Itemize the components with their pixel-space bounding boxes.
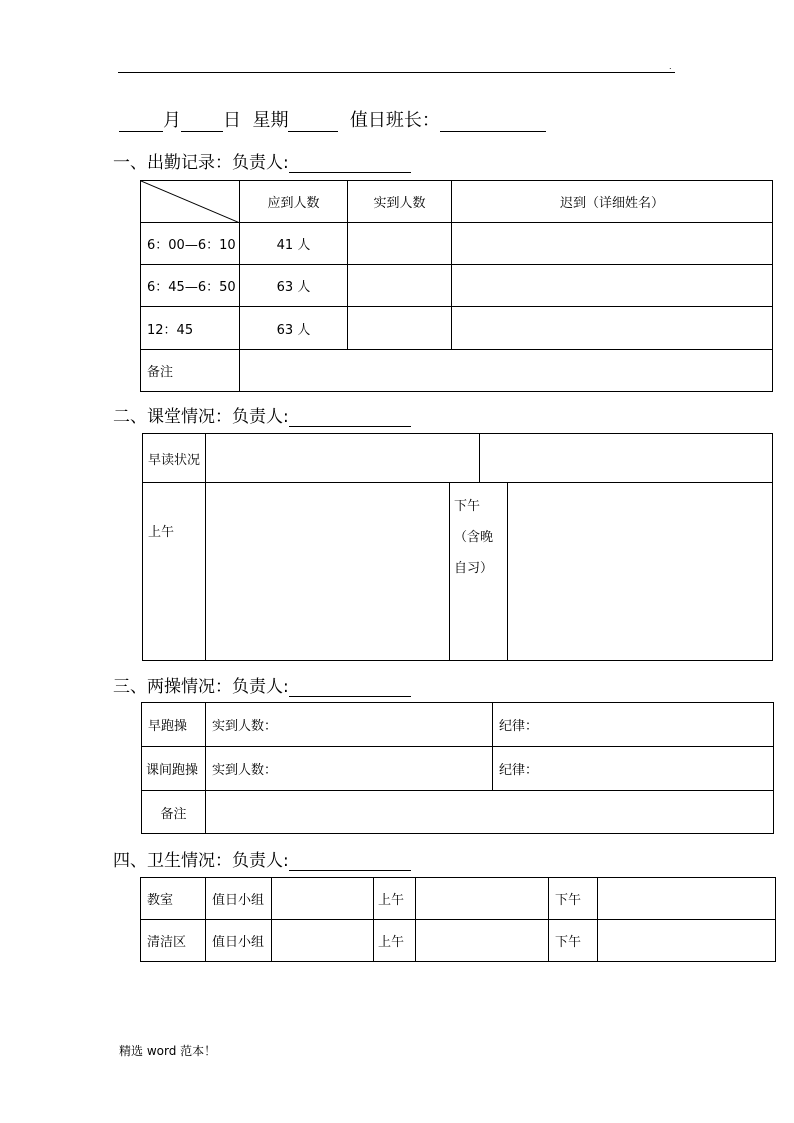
month-blank[interactable] (119, 113, 163, 132)
section1-title (113, 148, 411, 173)
expected-cell: 41 人 (240, 223, 348, 265)
afternoon-line-1: 下午 (454, 499, 481, 514)
time-cell: 6：45—6：50 (141, 265, 240, 307)
hygiene-table (140, 877, 776, 962)
classroom-table (142, 433, 773, 661)
section3-signature-blank[interactable] (289, 678, 411, 697)
section1-title-text: 一、出勤记录：负责人: (113, 153, 289, 173)
group-input[interactable] (272, 920, 374, 962)
am-label: 上午 (374, 878, 416, 920)
am-label: 上午 (374, 920, 416, 962)
table-row (141, 920, 776, 962)
diagonal-header-cell (141, 181, 240, 223)
afternoon-line-2: （含晚 (454, 530, 494, 545)
table-row (141, 223, 773, 265)
morning-reading-label: 早读状况 (143, 434, 206, 483)
table-row (141, 265, 773, 307)
expected-cell: 63 人 (240, 265, 348, 307)
actual-input-cell[interactable] (348, 223, 452, 265)
section3-title-text: 三、两操情况：负责人: (113, 677, 289, 697)
diagonal-line (141, 181, 240, 223)
afternoon-line-3: 自习） (454, 561, 494, 576)
actual-count-cell[interactable]: 实到人数： (206, 703, 493, 747)
exercise-table (141, 702, 774, 834)
morning-label (143, 483, 206, 661)
section1-signature-blank[interactable] (289, 154, 411, 173)
note-label: 备注 (141, 350, 240, 392)
afternoon-label (450, 483, 508, 661)
note-input-cell[interactable] (206, 791, 774, 834)
monitor-label: 值日班长： (349, 110, 440, 131)
month-label: 月 (163, 110, 181, 131)
group-label: 值日小组 (206, 920, 272, 962)
exercise-label: 早跑操 (142, 703, 206, 747)
header-rule (118, 72, 675, 73)
section2-title (113, 402, 411, 427)
morning-reading-input-2[interactable] (480, 434, 773, 483)
weekday-label: 星期 (252, 110, 289, 131)
discipline-cell[interactable]: 纪律： (493, 747, 774, 791)
morning-reading-input-1[interactable] (206, 434, 480, 483)
day-blank[interactable] (181, 113, 223, 132)
section4-signature-blank[interactable] (289, 852, 411, 871)
discipline-cell[interactable]: 纪律： (493, 703, 774, 747)
footer-note: 精选 word 范本！ (119, 1044, 217, 1058)
monitor-blank[interactable] (440, 113, 546, 132)
note-input-cell[interactable] (240, 350, 773, 392)
attendance-table (140, 180, 773, 392)
col-late: 迟到（详细姓名） (452, 181, 773, 223)
pm-label: 下午 (549, 920, 598, 962)
table-row (141, 878, 776, 920)
afternoon-input[interactable] (508, 483, 773, 661)
table-row (142, 703, 774, 747)
area-label: 教室 (141, 878, 206, 920)
pm-input[interactable] (598, 920, 776, 962)
time-cell: 6：00—6：10 (141, 223, 240, 265)
date-line (119, 106, 546, 132)
day-label: 日 (223, 110, 241, 131)
section3-title (113, 672, 411, 697)
morning-input[interactable] (206, 483, 450, 661)
expected-cell: 63 人 (240, 307, 348, 350)
morning-label-text: 上午 (148, 525, 175, 540)
am-input[interactable] (416, 920, 549, 962)
table-row (141, 307, 773, 350)
section2-signature-blank[interactable] (289, 408, 411, 427)
actual-count-cell[interactable]: 实到人数： (206, 747, 493, 791)
time-cell: 12：45 (141, 307, 240, 350)
note-label: 备注 (142, 791, 206, 834)
actual-input-cell[interactable] (348, 265, 452, 307)
late-input-cell[interactable] (452, 265, 773, 307)
table-row (142, 791, 774, 834)
header-dot: . (669, 62, 672, 71)
am-input[interactable] (416, 878, 549, 920)
actual-input-cell[interactable] (348, 307, 452, 350)
section4-title-text: 四、卫生情况：负责人: (113, 851, 289, 871)
late-input-cell[interactable] (452, 307, 773, 350)
pm-input[interactable] (598, 878, 776, 920)
section4-title (113, 846, 411, 871)
table-row (142, 747, 774, 791)
col-actual: 实到人数 (348, 181, 452, 223)
table-row (141, 350, 773, 392)
area-label: 清洁区 (141, 920, 206, 962)
group-input[interactable] (272, 878, 374, 920)
col-expected: 应到人数 (240, 181, 348, 223)
section2-title-text: 二、课堂情况：负责人: (113, 407, 289, 427)
pm-label: 下午 (549, 878, 598, 920)
late-input-cell[interactable] (452, 223, 773, 265)
exercise-label: 课间跑操 (142, 747, 206, 791)
weekday-blank[interactable] (288, 113, 338, 132)
group-label: 值日小组 (206, 878, 272, 920)
